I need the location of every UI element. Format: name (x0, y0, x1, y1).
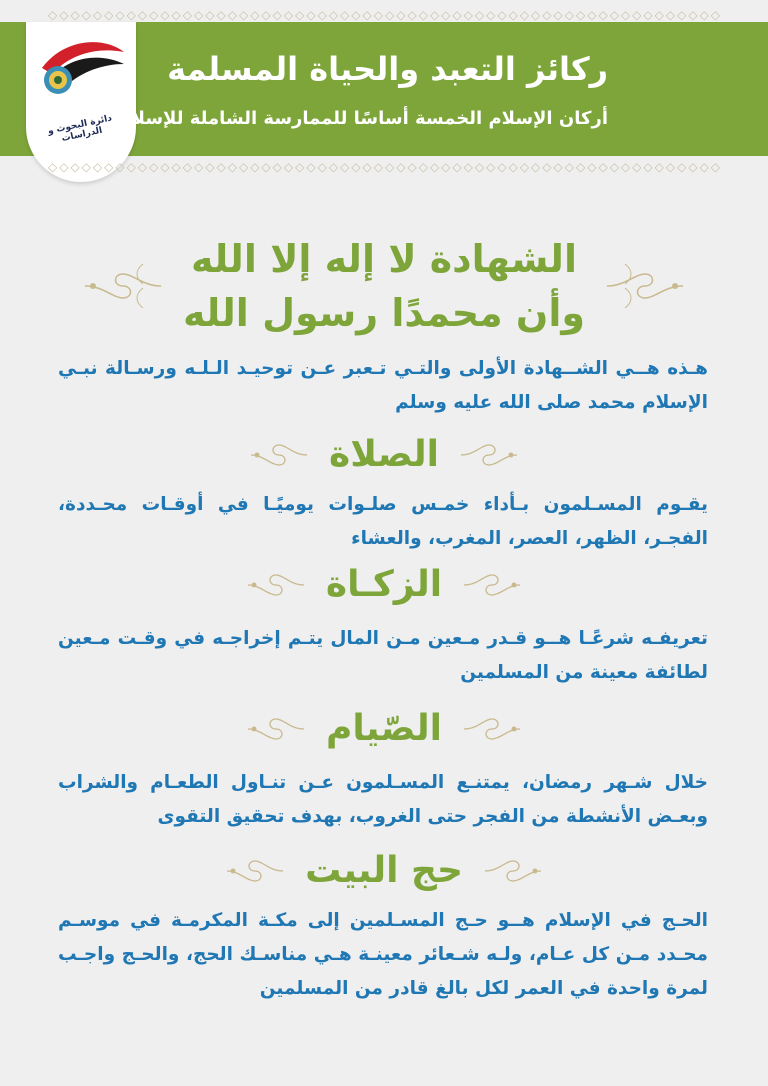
border-diamond-icon: ◇ (295, 8, 305, 22)
hajj-body: الحـج في الإسلام هــو حـج المسـلمين إلى مكـة المكرمـة في موسـم محـدد مـن كل عـام، ولـه شـعائر معينـة هـي مناسـك الحج، والحـج واجـب لمرة واحدة في العمر لكل بالغ قادر من المسلمين (58, 910, 708, 999)
border-diamond-icon: ◇ (710, 160, 721, 174)
top-ornamental-border (0, 8, 768, 22)
left-ornament-icon (83, 256, 163, 316)
border-diamond-icon: ◇ (665, 8, 676, 22)
border-diamond-icon: ◇ (182, 160, 193, 174)
border-diamond-icon: ◇ (47, 8, 58, 22)
page-subtitle: أركان الإسلام الخمسة أساسًا للممارسة الشاملة للإسلام (118, 108, 608, 129)
zakat-heading: الزكـاة (325, 564, 443, 605)
border-diamond-icon: ◇ (250, 8, 260, 22)
fasting-heading-row (0, 704, 768, 754)
border-diamond-icon: ◇ (194, 160, 204, 174)
border-diamond-icon: ◇ (340, 8, 350, 22)
right-ornament-icon (462, 707, 522, 751)
border-diamond-icon: ◇ (59, 160, 69, 174)
border-diamond-icon: ◇ (385, 160, 395, 174)
border-diamond-icon: ◇ (261, 160, 271, 174)
border-diamond-icon: ◇ (643, 160, 653, 174)
border-diamond-icon: ◇ (632, 8, 642, 22)
border-diamond-icon: ◇ (396, 160, 406, 174)
border-diamond-icon: ◇ (115, 8, 125, 22)
border-diamond-icon: ◇ (587, 8, 597, 22)
border-diamond-icon: ◇ (519, 160, 530, 174)
border-diamond-icon: ◇ (519, 8, 530, 22)
border-diamond-icon: ◇ (598, 8, 608, 22)
border-diamond-icon: ◇ (575, 160, 586, 174)
border-diamond-icon: ◇ (149, 160, 159, 174)
border-diamond-icon: ◇ (373, 8, 383, 22)
border-diamond-icon: ◇ (351, 160, 361, 174)
border-diamond-icon: ◇ (441, 160, 451, 174)
border-diamond-icon: ◇ (306, 8, 316, 22)
border-diamond-icon: ◇ (508, 160, 518, 174)
border-diamond-icon: ◇ (115, 160, 125, 174)
border-diamond-icon: ◇ (564, 8, 574, 22)
border-diamond-icon: ◇ (92, 8, 103, 22)
border-diamond-icon: ◇ (429, 160, 440, 174)
border-diamond-icon: ◇ (575, 8, 586, 22)
border-diamond-icon: ◇ (452, 160, 462, 174)
fasting-heading: الصّيام (326, 708, 442, 749)
organization-logo (26, 22, 136, 182)
right-ornament-icon (462, 563, 522, 607)
fasting-body: خلال شـهر رمضان، يمتنـع المسـلمون عـن تنـاول الطعـام والشراب وبعـض الأنشطة من الفجر حتى الغروب، بهدف تحقيق التقوى (58, 772, 708, 827)
border-diamond-icon: ◇ (317, 8, 327, 22)
hajj-heading-row (0, 846, 768, 896)
border-diamond-icon: ◇ (385, 8, 395, 22)
border-diamond-icon: ◇ (317, 160, 327, 174)
border-diamond-icon: ◇ (283, 8, 294, 22)
border-diamond-icon: ◇ (216, 8, 226, 22)
border-diamond-icon: ◇ (542, 8, 552, 22)
border-diamond-icon: ◇ (688, 160, 698, 174)
zakat-body: تعريفـه شرعًـا هــو قـدر مـعين مـن المال يتـم إخراجـه في وقـت مـعين لطائفة معينة من المسلمين (58, 628, 708, 683)
border-diamond-icon: ◇ (542, 160, 552, 174)
border-diamond-icon: ◇ (70, 8, 80, 22)
border-diamond-icon: ◇ (609, 8, 619, 22)
border-diamond-icon: ◇ (306, 160, 316, 174)
border-diamond-icon: ◇ (47, 160, 58, 174)
shahada-heading-line1: الشهادة لا إله إلا الله (191, 237, 577, 281)
border-diamond-icon: ◇ (654, 8, 664, 22)
border-diamond-icon: ◇ (632, 160, 642, 174)
border-diamond-icon: ◇ (205, 8, 215, 22)
border-diamond-icon: ◇ (160, 160, 170, 174)
border-diamond-icon: ◇ (328, 8, 339, 22)
border-diamond-icon: ◇ (429, 8, 440, 22)
border-diamond-icon: ◇ (283, 160, 294, 174)
left-ornament-icon (249, 433, 309, 477)
border-diamond-icon: ◇ (137, 160, 148, 174)
border-diamond-icon: ◇ (497, 8, 507, 22)
shahada-heading-line2: وأن محمدًا رسول الله (182, 291, 586, 335)
border-diamond-icon: ◇ (250, 160, 260, 174)
border-diamond-icon: ◇ (227, 8, 237, 22)
border-diamond-icon: ◇ (238, 8, 249, 22)
header-band (0, 22, 768, 156)
border-diamond-icon: ◇ (497, 160, 507, 174)
border-diamond-icon: ◇ (81, 160, 91, 174)
shahada-heading (183, 232, 585, 340)
border-diamond-icon: ◇ (205, 160, 215, 174)
border-diamond-icon: ◇ (328, 160, 339, 174)
border-diamond-icon: ◇ (665, 160, 676, 174)
border-diamond-icon: ◇ (677, 160, 687, 174)
bottom-ornamental-border (0, 160, 768, 174)
shahada-body: هـذه هــي الشــهادة الأولى والتـي تـعبر عـن توحيـد الـلـه ورسـالة نبـي الإسلام محمد صلى الله عليه وسلم (58, 358, 708, 413)
border-diamond-icon: ◇ (688, 8, 698, 22)
zakat-heading-row (0, 560, 768, 610)
prayer-heading-row (0, 430, 768, 480)
border-diamond-icon: ◇ (463, 8, 473, 22)
border-diamond-icon: ◇ (620, 8, 631, 22)
border-diamond-icon: ◇ (396, 8, 406, 22)
border-diamond-icon: ◇ (238, 160, 249, 174)
border-diamond-icon: ◇ (587, 160, 597, 174)
right-ornament-icon (483, 849, 543, 893)
border-diamond-icon: ◇ (182, 8, 193, 22)
right-ornament-icon (459, 433, 519, 477)
border-diamond-icon: ◇ (609, 160, 619, 174)
border-diamond-icon: ◇ (171, 160, 181, 174)
border-diamond-icon: ◇ (81, 8, 91, 22)
border-diamond-icon: ◇ (407, 8, 417, 22)
border-diamond-icon: ◇ (508, 8, 518, 22)
border-diamond-icon: ◇ (227, 160, 237, 174)
border-diamond-icon: ◇ (407, 160, 417, 174)
border-diamond-icon: ◇ (70, 160, 80, 174)
border-diamond-icon: ◇ (340, 160, 350, 174)
border-diamond-icon: ◇ (654, 160, 664, 174)
border-diamond-icon: ◇ (272, 8, 282, 22)
border-diamond-icon: ◇ (59, 8, 69, 22)
border-diamond-icon: ◇ (137, 8, 148, 22)
prayer-body: يقـوم المسـلمون بـأداء خمـس صلـوات يوميًـا في أوقـات محـددة، الفجـر، الظهر، العصر، المغرب، والعشاء (58, 494, 708, 549)
border-diamond-icon: ◇ (486, 160, 496, 174)
border-diamond-icon: ◇ (362, 160, 372, 174)
logo-emblem-icon (34, 30, 128, 124)
border-diamond-icon: ◇ (418, 160, 428, 174)
border-diamond-icon: ◇ (92, 160, 103, 174)
border-diamond-icon: ◇ (149, 8, 159, 22)
prayer-heading: الصلاة (329, 434, 439, 475)
border-diamond-icon: ◇ (463, 160, 473, 174)
logo-caption: دائرة البحوث و الدراسات (47, 113, 113, 145)
border-diamond-icon: ◇ (373, 160, 383, 174)
border-diamond-icon: ◇ (474, 160, 485, 174)
left-ornament-icon (246, 563, 306, 607)
border-diamond-icon: ◇ (351, 8, 361, 22)
border-diamond-icon: ◇ (486, 8, 496, 22)
border-diamond-icon: ◇ (160, 8, 170, 22)
border-diamond-icon: ◇ (531, 160, 541, 174)
border-diamond-icon: ◇ (194, 8, 204, 22)
border-diamond-icon: ◇ (272, 160, 282, 174)
right-ornament-icon (605, 256, 685, 316)
border-diamond-icon: ◇ (699, 160, 709, 174)
page-title: ركائز التعبد والحياة المسلمة (167, 50, 608, 88)
border-diamond-icon: ◇ (104, 8, 114, 22)
border-diamond-icon: ◇ (553, 8, 563, 22)
border-diamond-icon: ◇ (418, 8, 428, 22)
border-diamond-icon: ◇ (295, 160, 305, 174)
border-diamond-icon: ◇ (564, 160, 574, 174)
left-ornament-icon (246, 707, 306, 751)
border-diamond-icon: ◇ (677, 8, 687, 22)
border-diamond-icon: ◇ (710, 8, 721, 22)
border-diamond-icon: ◇ (598, 160, 608, 174)
border-diamond-icon: ◇ (362, 8, 372, 22)
left-ornament-icon (225, 849, 285, 893)
border-diamond-icon: ◇ (261, 8, 271, 22)
border-diamond-icon: ◇ (452, 8, 462, 22)
border-diamond-icon: ◇ (216, 160, 226, 174)
border-diamond-icon: ◇ (126, 160, 136, 174)
border-diamond-icon: ◇ (104, 160, 114, 174)
hajj-heading: حج البيت (305, 850, 463, 891)
border-diamond-icon: ◇ (441, 8, 451, 22)
border-diamond-icon: ◇ (620, 160, 631, 174)
border-diamond-icon: ◇ (553, 160, 563, 174)
border-diamond-icon: ◇ (126, 8, 136, 22)
border-diamond-icon: ◇ (643, 8, 653, 22)
shahada-heading-row (0, 232, 768, 340)
border-diamond-icon: ◇ (474, 8, 485, 22)
border-diamond-icon: ◇ (699, 8, 709, 22)
border-diamond-icon: ◇ (531, 8, 541, 22)
border-diamond-icon: ◇ (171, 8, 181, 22)
